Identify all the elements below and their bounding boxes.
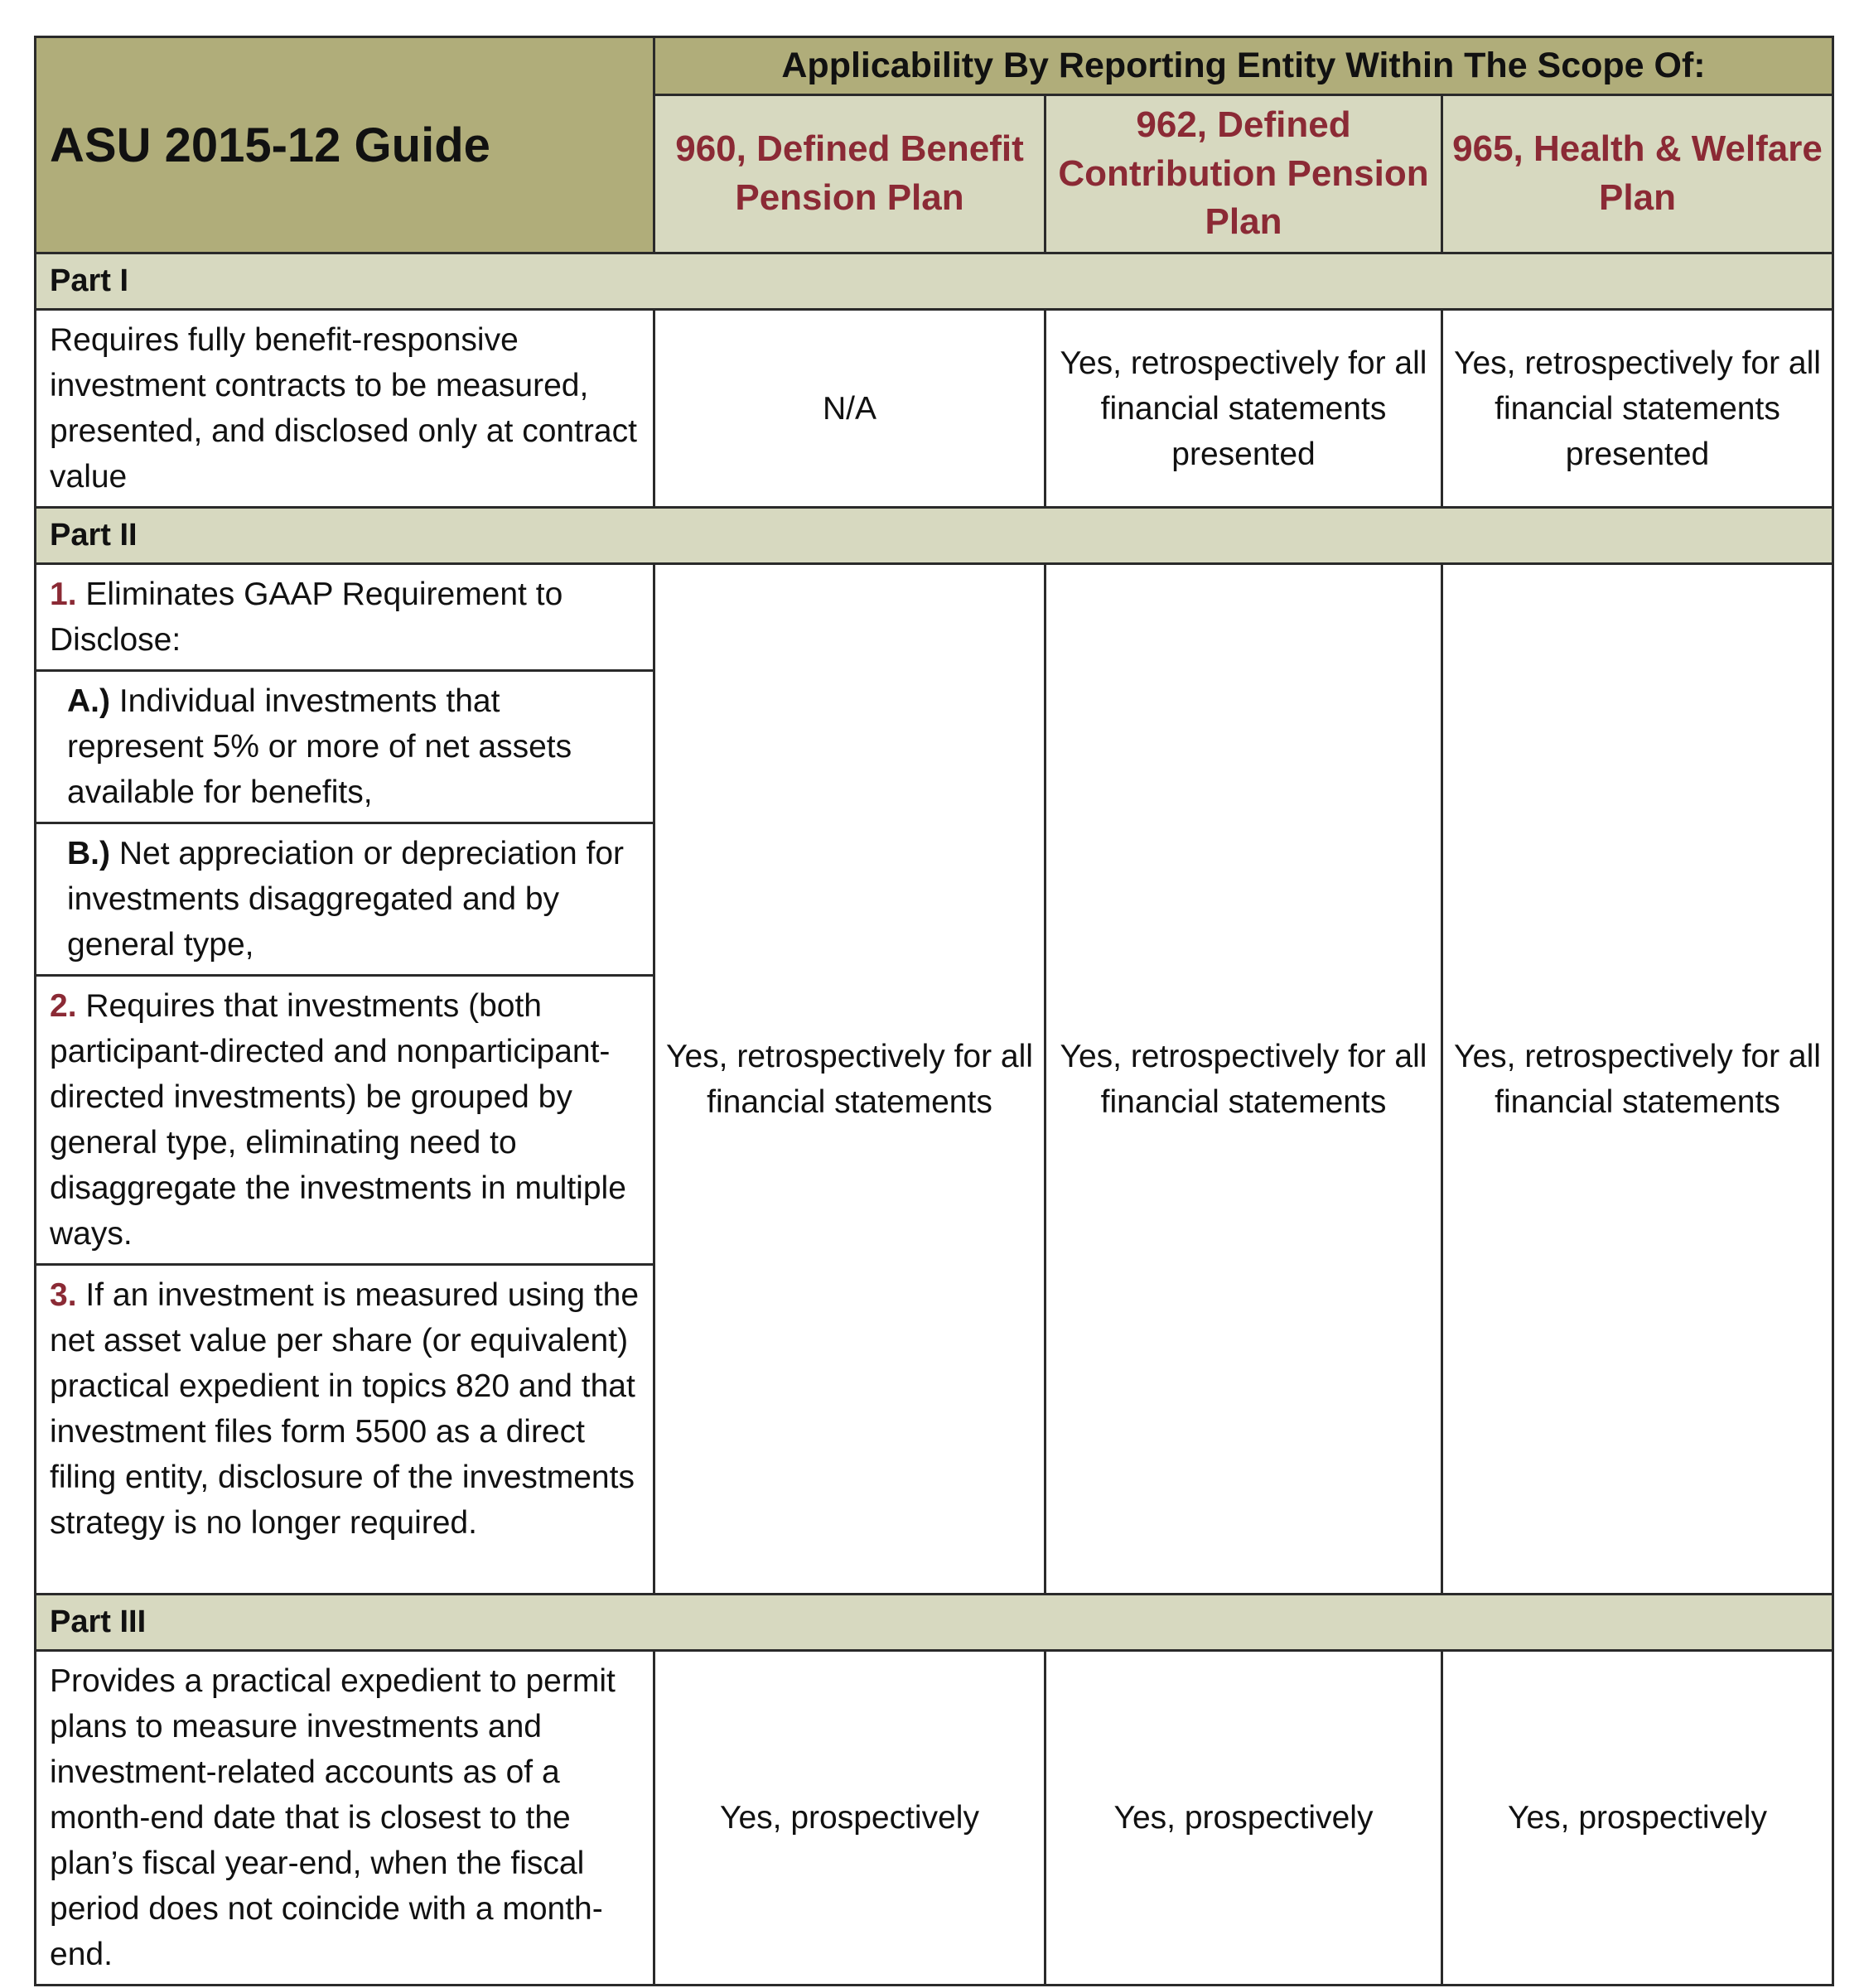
item-letter: A.) xyxy=(67,683,110,719)
part-2-item-1 xyxy=(36,564,654,671)
part-2-label: Part II xyxy=(36,508,1833,564)
part-2-answer-965: Yes, retrospectively for all financial statements xyxy=(1442,564,1833,1595)
column-header-965: 965, Health & Welfare Plan xyxy=(1442,95,1833,253)
part-2-row xyxy=(36,508,1833,564)
asu-guide-table xyxy=(34,36,1834,1986)
part-1-answer-960: N/A xyxy=(654,310,1045,508)
part-3-row xyxy=(36,1595,1833,1651)
part-2-item-1-row xyxy=(36,564,1833,671)
part-3-answer-962: Yes, prospectively xyxy=(1045,1651,1442,1986)
item-text: Requires that investments (both participant-directed and nonparticipant-directed investments) be grouped by general type, eliminating need to disaggregate the investments in multiple ways. xyxy=(50,988,626,1252)
part-1-label: Part I xyxy=(36,253,1833,310)
header-row-top xyxy=(36,37,1833,95)
part-1-answer-965: Yes, retrospectively for all financial statements presented xyxy=(1442,310,1833,508)
part-3-answer-960: Yes, prospectively xyxy=(654,1651,1045,1986)
item-number: 2. xyxy=(50,988,77,1024)
part-3-label: Part III xyxy=(36,1595,1833,1651)
item-text: Individual investments that represent 5% or more of net assets available for benefits, xyxy=(67,683,572,810)
item-text: Net appreciation or depreciation for investments disaggregated and by general type, xyxy=(67,836,625,963)
part-1-answer-962: Yes, retrospectively for all financial statements presented xyxy=(1045,310,1442,508)
part-2-answer-960: Yes, retrospectively for all financial statements xyxy=(654,564,1045,1595)
guide-title-cell xyxy=(36,37,654,253)
part-2-item-3 xyxy=(36,1265,654,1595)
part-2-answer-962: Yes, retrospectively for all financial statements xyxy=(1045,564,1442,1595)
part-2-item-2 xyxy=(36,976,654,1265)
part-2-item-1b xyxy=(36,823,654,976)
column-header-960: 960, Defined Benefit Pension Plan xyxy=(654,95,1045,253)
part-3-answer-965: Yes, prospectively xyxy=(1442,1651,1833,1986)
item-number: 1. xyxy=(50,577,77,612)
column-header-962: 962, Defined Contribution Pension Plan xyxy=(1045,95,1442,253)
part-3-description: Provides a practical expedient to permit plans to measure investments and investment-related accounts as of a month-end date that is closest to the plan’s fiscal year-end, when the fiscal period does not coincide with a month-end. xyxy=(36,1651,654,1986)
part-1-description: Requires fully benefit-responsive investment contracts to be measured, presented, and disclosed only at contract value xyxy=(36,310,654,508)
part-1-content-row xyxy=(36,310,1833,508)
item-letter: B.) xyxy=(67,836,110,871)
applicability-header: Applicability By Reporting Entity Within The Scope Of: xyxy=(654,37,1833,95)
part-2-item-1a xyxy=(36,671,654,823)
item-text: Eliminates GAAP Requirement to Disclose: xyxy=(50,577,563,658)
part-3-content-row xyxy=(36,1651,1833,1986)
item-text: If an investment is measured using the net asset value per share (or equivalent) practical expedient in topics 820 and that investment files form 5500 as a direct filing entity, disclosure of the investments strategy is no longer required. xyxy=(50,1277,640,1541)
part-1-row xyxy=(36,253,1833,310)
guide-title: ASU 2015-12 Guide xyxy=(50,118,490,172)
item-number: 3. xyxy=(50,1277,77,1313)
